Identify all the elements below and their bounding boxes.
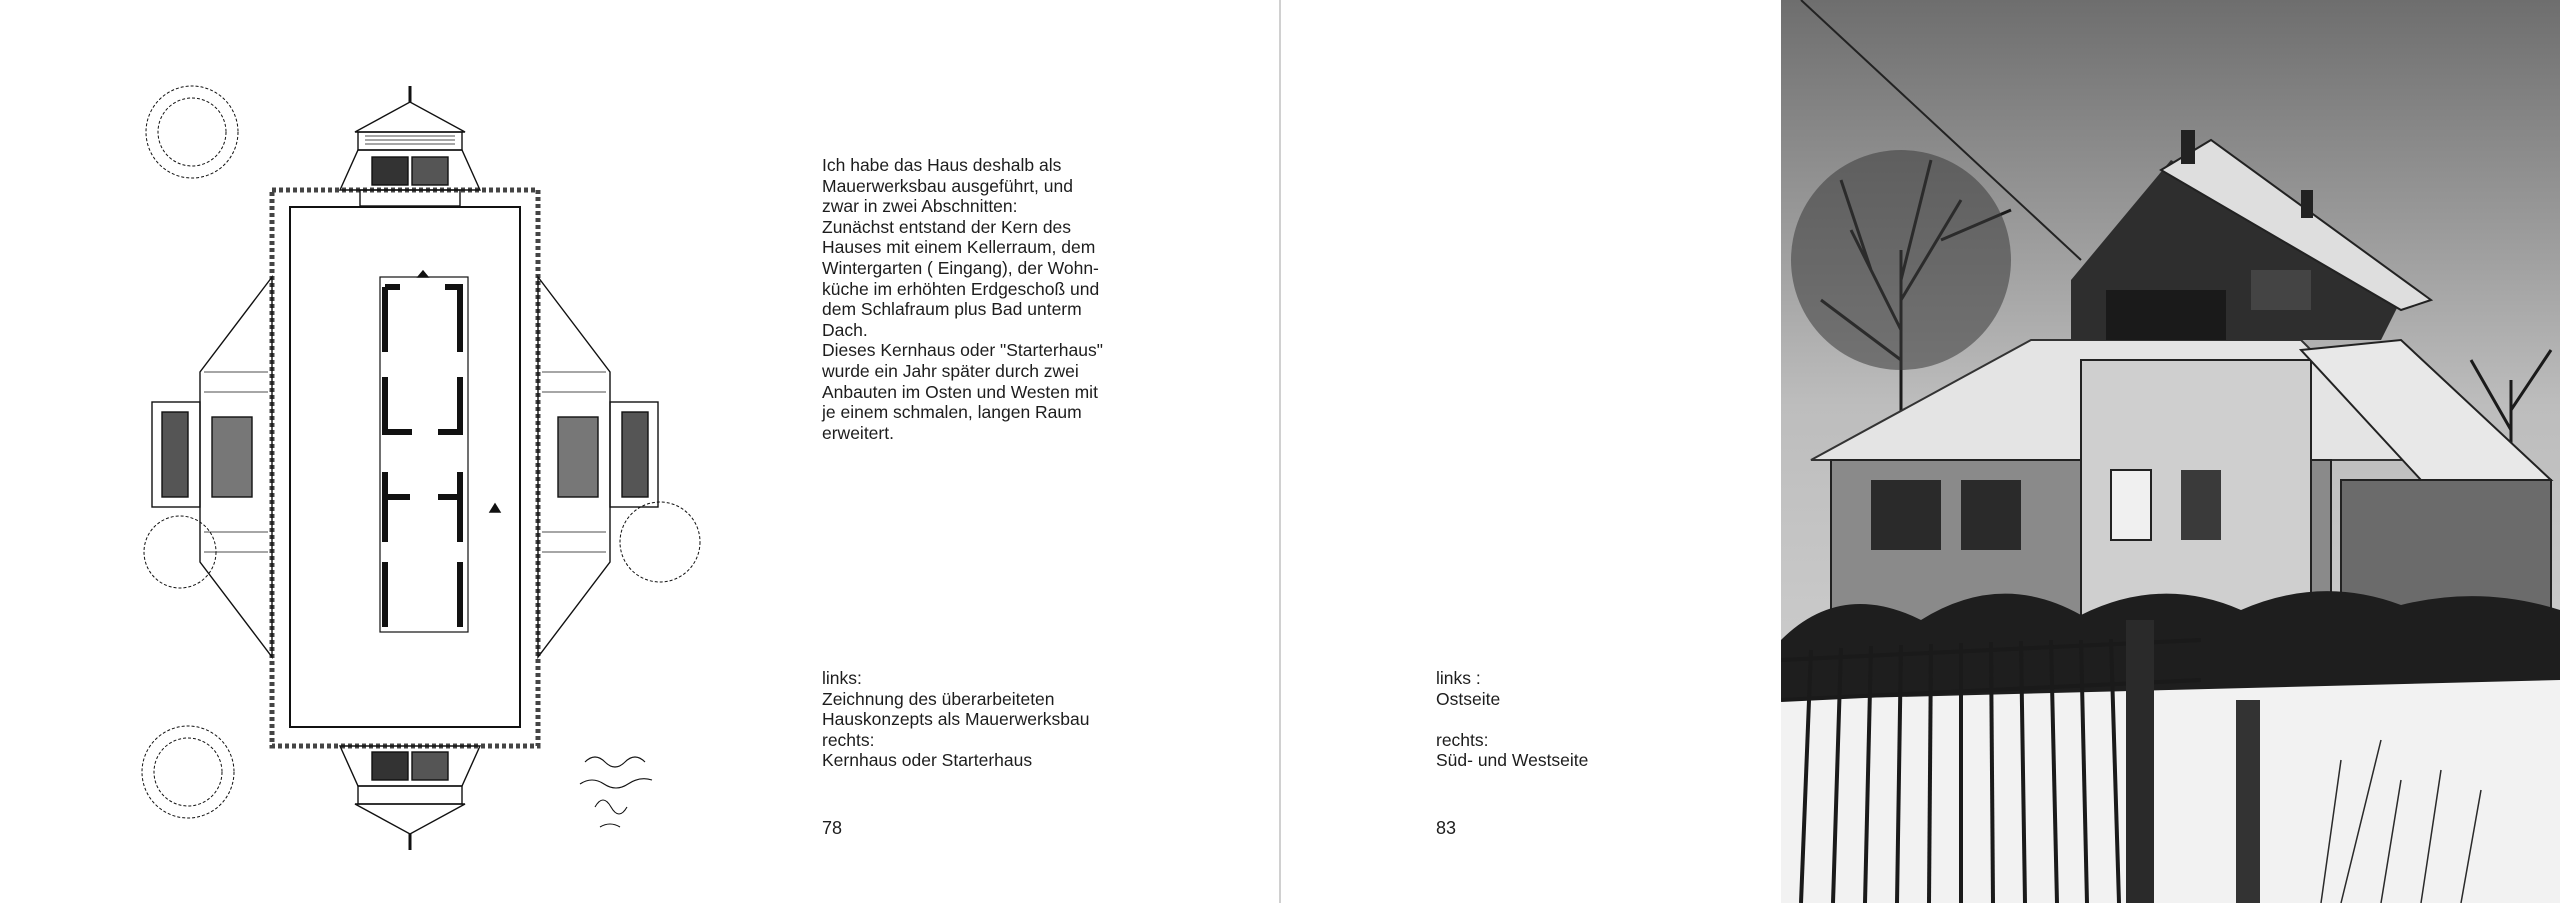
house-photo-winter (1781, 0, 2560, 903)
figure-caption-right-page: links : Ostseite rechts: Süd- und Westseite (1436, 668, 1589, 771)
right-page (1281, 0, 2560, 903)
house-floorplan-drawing (140, 72, 720, 852)
page-number-right: 83 (1436, 818, 1457, 838)
body-paragraph: Ich habe das Haus deshalb als Mauerwerksbau ausgeführt, und zwar in zwei Abschnitten: Zunächst entstand der Kern des Hauses mit einem Kellerraum, dem Wintergarten ( Eingang), der Wohn- küche im erhöhten Erdgeschoß und dem Schlafraum plus Bad unterm Dach. Dieses Kernhaus oder "Starterhaus" wurde ein Jahr später durch zwei Anbauten im Osten und Westen mit je einem schmalen, langen Raum erweitert. (822, 155, 1103, 443)
figure-caption-left-page: links: Zeichnung des überarbeiteten Hauskonzepts als Mauerwerksbau rechts: Kernhaus oder Starterhaus (822, 668, 1090, 771)
left-page (0, 0, 1279, 903)
page-number-left: 78 (822, 818, 843, 838)
